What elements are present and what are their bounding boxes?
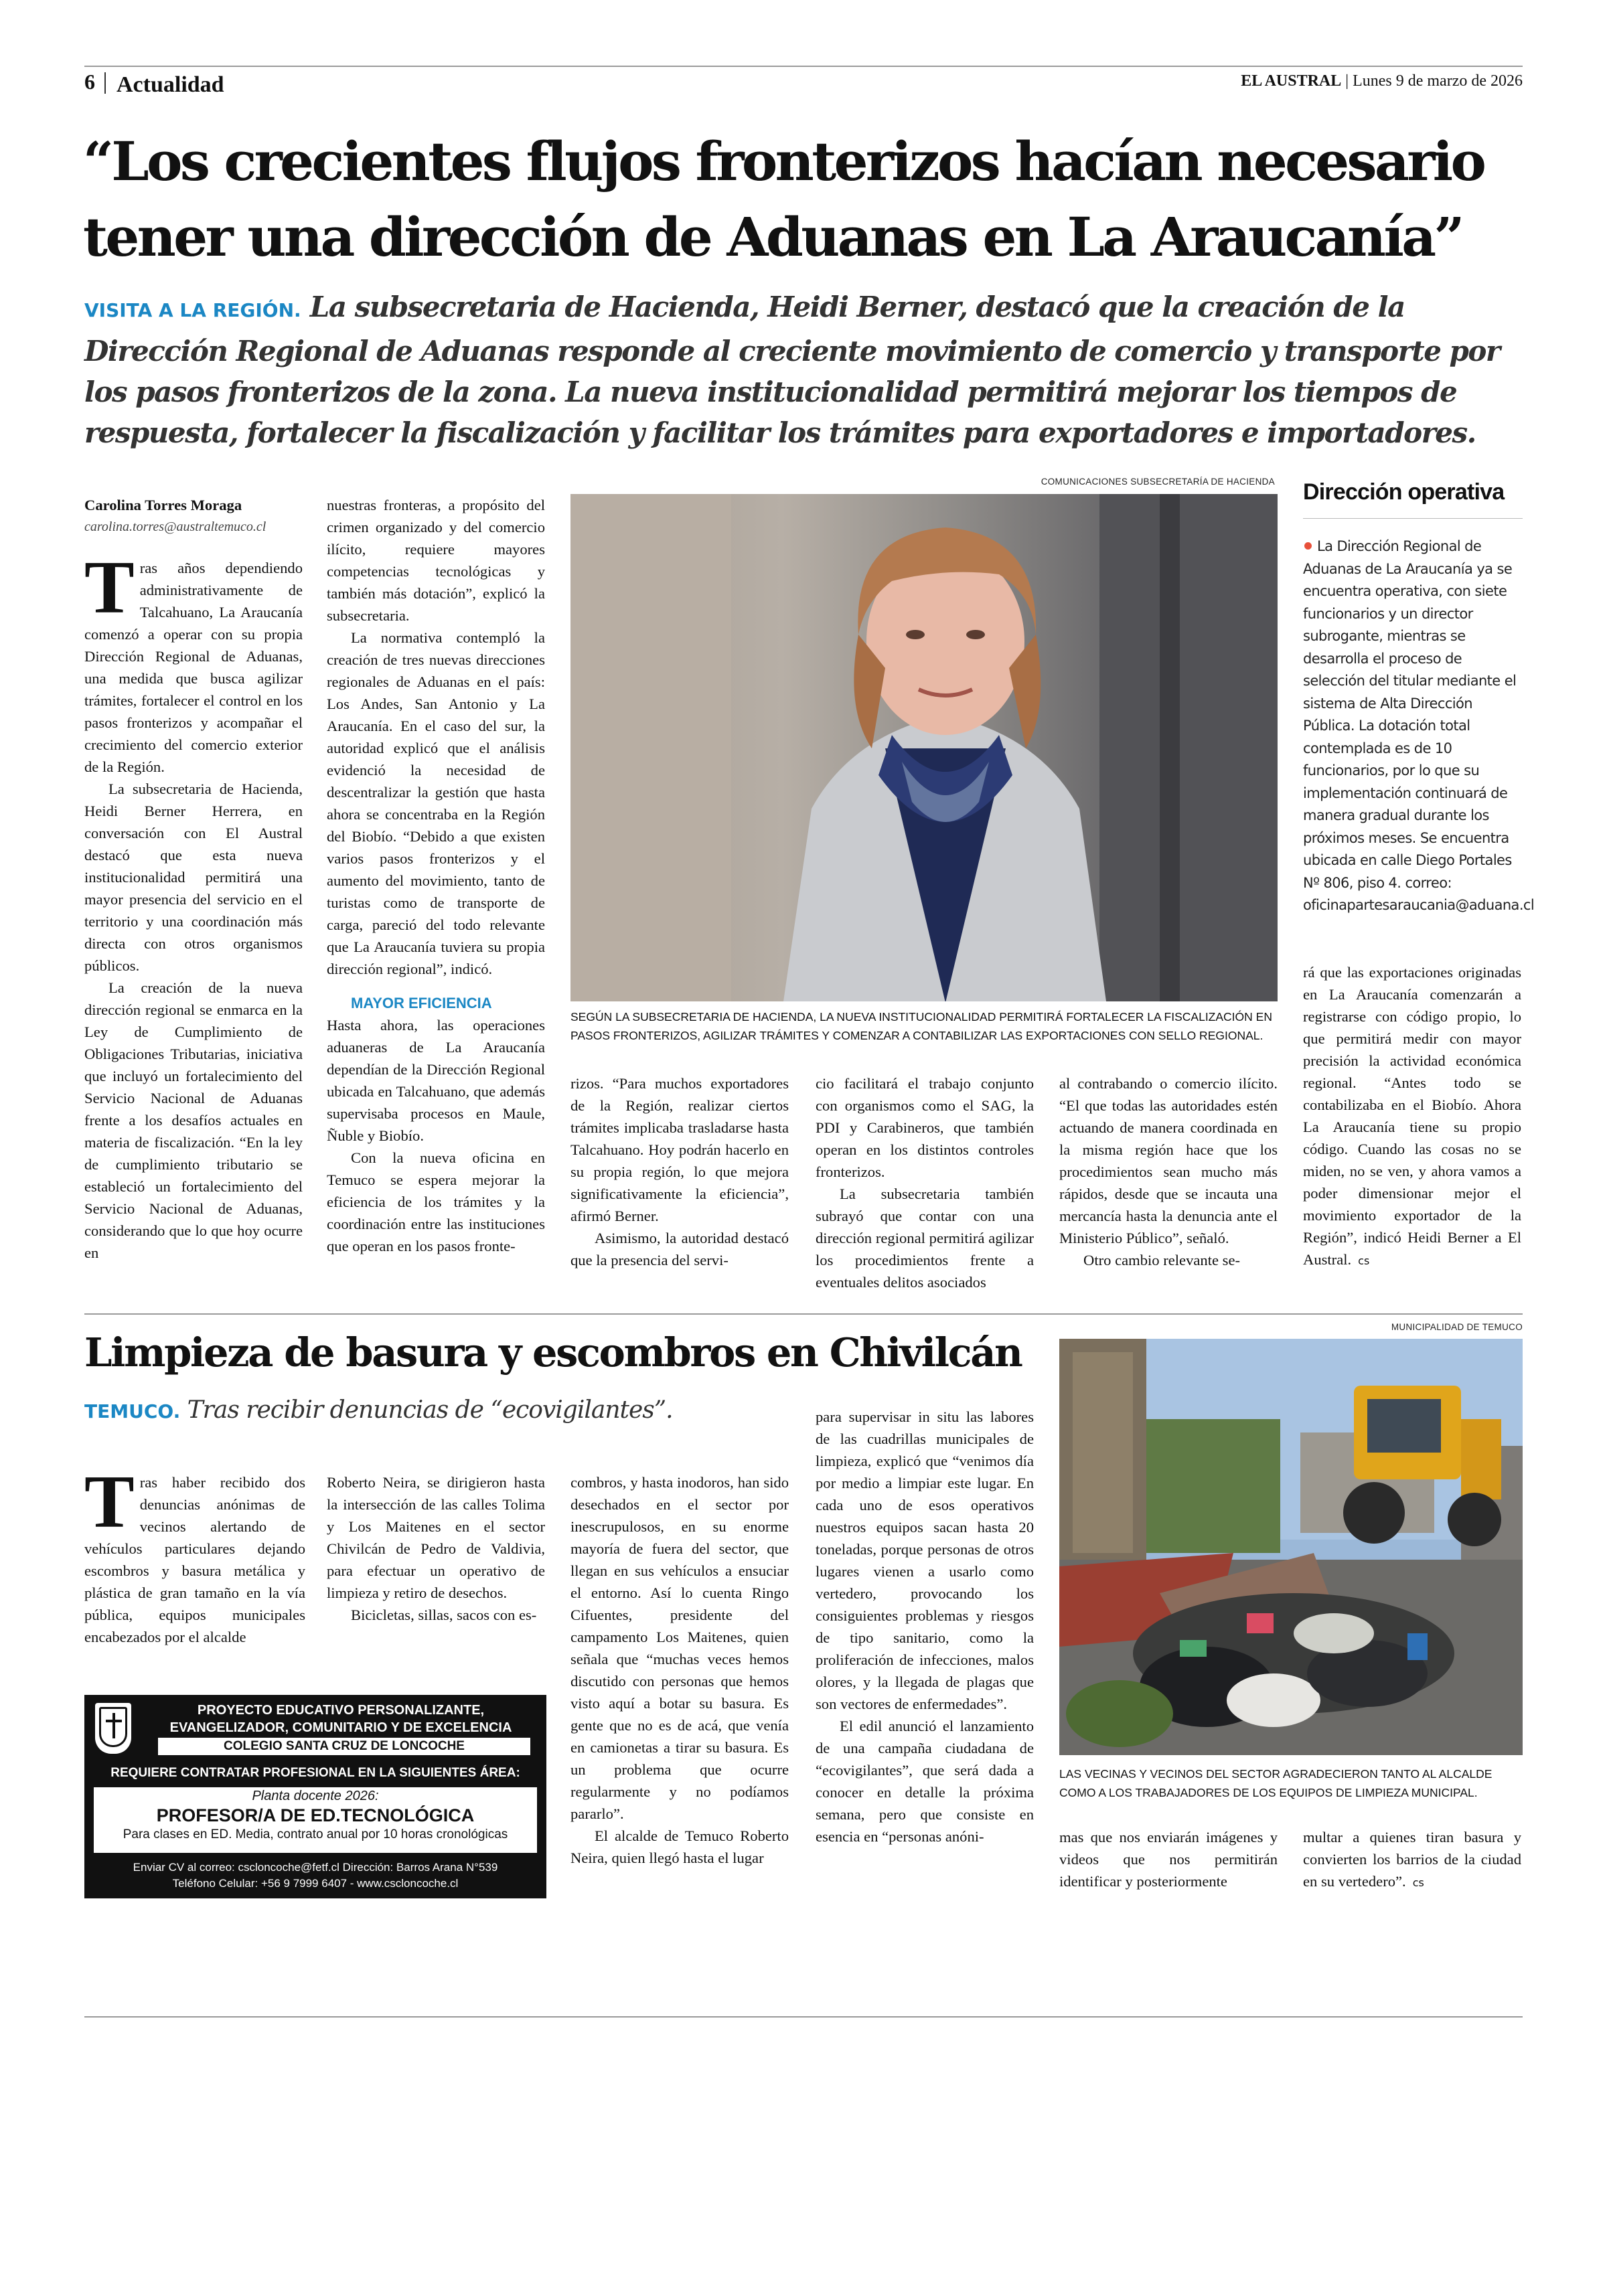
headline-line-2: tener una dirección de Aduanas en La Araucanía”	[83, 206, 1462, 268]
article2-column-3	[570, 1471, 789, 1869]
article1-paragraph: La subsecretaria también subrayó que contar con una dirección regional permitirá agilizar los procedimientos frente a eventuales delitos asociados	[816, 1185, 1034, 1291]
article1-column-5	[1059, 1072, 1278, 1271]
sidebar-bullet	[1304, 542, 1312, 550]
article1-column-6	[1303, 961, 1521, 1272]
article2-column-5	[1059, 1826, 1278, 1892]
ad-staff: Planta docente 2026:	[252, 1789, 379, 1803]
paper-name: EL AUSTRAL	[1241, 72, 1342, 90]
ad-details: Para clases en ED. Media, contrato anual por 10 horas cronológicas	[123, 1827, 508, 1841]
article2-column-4	[816, 1406, 1034, 1848]
page-number-divider	[104, 72, 106, 94]
drop-cap: T	[84, 1461, 135, 1544]
article2-column-1	[84, 1461, 305, 1648]
publication-date: Lunes 9 de marzo de 2026	[1353, 72, 1523, 90]
ad-position: PROFESOR/A DE ED.TECNOLÓGICA	[156, 1805, 475, 1825]
article1-column-2	[327, 494, 545, 1257]
page-number: 6	[84, 70, 95, 94]
section-divider	[84, 1313, 1523, 1315]
article2-column-6	[1303, 1826, 1521, 1894]
article2-headline: Limpieza de basura y escombros en Chivilcán	[84, 1329, 1022, 1376]
deck-line-4: respuesta, fortalecer la fiscalización y facilitar los trámites para exportadores e importadores.	[84, 416, 1476, 449]
article2-deck-text: Tras recibir denuncias de “ecovigilantes”.	[187, 1396, 673, 1424]
ad-line-2: EVANGELIZADOR, COMUNITARIO Y DE EXCELENCIA	[169, 1720, 512, 1735]
ad-phone-line: Teléfono Celular: +56 9 7999 6407 - www.cscloncoche.cl	[172, 1877, 459, 1890]
article1-paragraph: La normativa contempló la creación de tres nuevas direcciones regionales de Aduanas en el país: Los Andes, San Antonio y La Araucanía. En el caso del sur, la autoridad explicó que el análisis evidenció la necesidad de descentralizar la gestión que hasta ahora se concentraba en la Región del Biobío. “Debido a que existen varios pasos fronterizos y el aumento del movimiento, tanto de turistas como de transporte de carga, pareció del todo relevante que La Araucanía tuviera su propia dirección regional”, indicó.	[327, 629, 545, 977]
photo2-credit: MUNICIPALIDAD DE TEMUCO	[1391, 1322, 1523, 1332]
article1-headline	[83, 124, 1536, 275]
job-advertisement	[84, 1695, 546, 1898]
article1-paragraph: Con la nueva oficina en Temuco se espera mejorar la eficiencia de los trámites y la coordinación entre las instituciones que operan en los pasos fronte-	[327, 1149, 545, 1254]
photo1-credit: COMUNICACIONES SUBSECRETARÍA DE HACIENDA	[1041, 477, 1275, 487]
article2-paragraph: multar a quienes tiran basura y convierten los barrios de la ciudad en su vertedero”. cs	[1303, 1829, 1521, 1890]
photo2-caption: LAS VECINAS Y VECINOS DEL SECTOR AGRADECIERON TANTO AL ALCALDE COMO A LOS TRABAJADORES DE LOS EQUIPOS DE LIMPIEZA MUNICIPAL.	[1059, 1767, 1493, 1799]
deck-line-1: La subsecretaria de Hacienda, Heidi Berner, destacó que la creación de la	[309, 291, 1405, 323]
article2-paragraph: Tras haber recibido dos denuncias anónimas de vecinos alertando de vehículos particulares dejando escombros y basura metálica y plástica de gran tamaño en la vía pública, equipos municipales encabezados por el alcalde	[84, 1461, 305, 1645]
ad-position-box	[94, 1787, 537, 1853]
bottom-rule	[84, 2016, 1523, 2018]
article1-paragraph: rizos. “Para muchos exportadores de la Región, realizar ciertos trámites implicaba trasladarse hasta Talcahuano. Hoy podrán hacerlo en su propia región, lo que mejora significativamente la eficiencia”, afirmó Berner.	[570, 1075, 789, 1224]
article1-paragraph: Hasta ahora, las operaciones aduaneras de La Araucanía dependían de la Dirección Regional ubicada en Talcahuano, que además supervisaba procesos en Maule, Ñuble y Biobío.	[327, 1017, 545, 1144]
article2-deck	[84, 1396, 673, 1424]
subhead-mayor-eficiencia: MAYOR EFICIENCIA	[351, 995, 492, 1011]
school-crest-icon	[95, 1703, 131, 1754]
drop-cap: T	[84, 546, 135, 629]
section-label: Actualidad	[117, 72, 224, 97]
ad-school-name: COLEGIO SANTA CRUZ DE LONCOCHE	[158, 1738, 530, 1755]
article1-column-3	[570, 1072, 789, 1271]
portrait-illustration	[570, 494, 1278, 1001]
article1-deck	[84, 286, 1531, 453]
sidebar-text: La Dirección Regional de Aduanas de La Araucanía ya se encuentra operativa, con siete funcionarios y un director subrogante, mientras se desarrolla el proceso de selección del titular mediante el sistema de Alta Dirección Pública. La dotación total contemplada es de 10 funcionarios, por lo que su implementación continuará de manera gradual durante los próximos meses. Se encuentra ubicada en calle Diego Portales Nº 806, piso 4. correo: oficinapartesaraucania@aduana.cl	[1303, 538, 1535, 913]
masthead-divider: |	[1345, 72, 1353, 90]
article1-paragraph: Asimismo, la autoridad destacó que la presencia del servi-	[570, 1230, 789, 1268]
ad-contact	[84, 1860, 546, 1892]
byline-email: carolina.torres@australtemuco.cl	[84, 519, 266, 534]
article2-paragraph: mas que nos enviarán imágenes y videos que nos permitirán identificar y posteriormente	[1059, 1829, 1278, 1890]
article2-kicker: TEMUCO.	[84, 1400, 181, 1422]
deck-line-2: Dirección Regional de Aduanas responde al creciente movimiento de comercio y transporte por	[84, 335, 1500, 367]
end-mark: cs	[1412, 1876, 1424, 1889]
end-mark: cs	[1358, 1254, 1370, 1267]
article1-paragraph: rá que las exportaciones originadas en La Araucanía comenzarán a registrarse con código propio, lo que permitirá medir con mayor precisión la actividad económica regional. “Antes todo se contabilizaba en el Biobío. Ahora La Araucanía tiene su propio código. Cuando las cosas no se miden, no se ven, y ahora vamos a poder dimensionar mejor el movimiento exportador de la Región”, indicó Heidi Berner a El Austral. cs	[1303, 964, 1521, 1268]
article1-paragraph: cio facilitará el trabajo conjunto con organismos como el SAG, la PDI y Carabineros, que también operan en los distintos controles fronterizos.	[816, 1075, 1034, 1180]
article1-paragraph: nuestras fronteras, a propósito del crimen organizado y del comercio ilícito, requiere mayores competencias tecnológicas y también más dotación”, explicó la subsecretaria.	[327, 497, 545, 624]
article1-kicker: VISITA A LA REGIÓN.	[84, 299, 301, 321]
article1-paragraph: La subsecretaria de Hacienda, Heidi Berner Herrera, en conversación con El Austral destacó que esta nueva institucionalidad permitirá una mayor presencia del servicio en el territorio y una coordinación más directa con otros organismos públicos.	[84, 781, 303, 974]
article2-paragraph: combros, y hasta inodoros, han sido desechados en el sector por inescrupulosos, en su enorme mayoría de fuera del sector, que llegan en sus vehículos a ensuciar el entorno. Así lo cuenta Ringo Cifuentes, presidente del campamento Los Maitenes, quien señala que “muchas veces hemos discutido con personas que hemos visto aquí a botar su basura. Es gente que no es de acá, que venía en camionetas a tirar su basura. Es un problema que ocurre regularmente y no podíamos pararlo”.	[570, 1474, 789, 1822]
article1-paragraph: Otro cambio relevante se-	[1083, 1252, 1240, 1268]
top-rule	[84, 66, 1523, 67]
article2-column-2	[327, 1471, 545, 1626]
ad-requires: REQUIERE CONTRATAR PROFESIONAL EN LA SIGUIENTES ÁREA:	[110, 1766, 520, 1780]
photo1-caption: SEGÚN LA SUBSECRETARIA DE HACIENDA, LA NUEVA INSTITUCIONALIDAD PERMITIRÁ FORTALECER LA FISCALIZACIÓN EN PASOS FRONTERIZOS, AGILIZAR TRÁMITES Y COMENZAR A CONTABILIZAR LAS EXPORTACIONES CON SELLO REGIONAL.	[570, 1010, 1272, 1042]
article1-column-4	[816, 1072, 1034, 1293]
article1-paragraph: Tras años dependiendo administrativamente de Talcahuano, La Araucanía comenzó a operar con su propia Dirección Regional de Aduanas, una medida que busca agilizar trámites, fortalecer el control en los pasos fronterizos y acompañar el crecimiento del comercio exterior de la Región.	[84, 546, 303, 775]
article1-paragraph: al contrabando o comercio ilícito. “El que todas las autoridades estén actuando de manera coordinada en la misma región hace que los procedimientos sean mucho más rápidos, desde que se incauta una mercancía hasta la denuncia ante el Ministerio Público”, señaló.	[1059, 1075, 1278, 1246]
article2-paragraph: Roberto Neira, se dirigieron hasta la intersección de las calles Tolima y Los Maitenes en el sector Chivilcán de Pedro de Valdivia, para efectuar un operativo de limpieza y retiro de desechos.	[327, 1474, 545, 1601]
photo-heidi-berner	[570, 494, 1278, 1001]
headline-line-1: “Los crecientes flujos fronterizos hacían necesario	[83, 130, 1484, 193]
ad-header	[145, 1702, 537, 1736]
ad-line-1: PROYECTO EDUCATIVO PERSONALIZANTE,	[197, 1703, 485, 1718]
article1-paragraph: La creación de la nueva dirección regional se enmarca en la Ley de Cumplimiento de Obligaciones Tributarias, iniciativa que incluyó un fortalecimiento del Servicio Nacional de Aduanas frente a los desafíos actuales en materia de fiscalización. “En la ley de cumplimiento tributario se estableció un fortalecimiento del Servicio Nacional de Aduanas, considerando que lo que hoy ocurre en	[84, 979, 303, 1261]
deck-line-3: los pasos fronterizos de la zona. La nueva institucionalidad permitirá mejorar los tiempos de	[84, 376, 1457, 408]
article2-paragraph: El alcalde de Temuco Roberto Neira, quien llegó hasta el lugar	[570, 1827, 789, 1866]
masthead-info	[1241, 72, 1523, 90]
ad-contact-line: Enviar CV al correo: csclonc​oche@fetf.cl Dirección: Barros Arana N°539	[133, 1861, 498, 1874]
sidebar-rule	[1303, 518, 1523, 519]
cleanup-illustration	[1059, 1339, 1523, 1755]
article1-column-1	[84, 494, 303, 1264]
photo-cleanup-site	[1059, 1339, 1523, 1755]
sidebar-title: Dirección operativa	[1303, 479, 1505, 505]
article2-paragraph: Bicicletas, sillas, sacos con es-	[351, 1607, 537, 1623]
article2-paragraph: para supervisar in situ las labores de las cuadrillas municipales de limpieza, explicó que “venimos día por medio a limpiar este lugar. En cada uno de esos operativos nuestros equipos sacan hasta 20 toneladas, porque personas de otros lugares vienen a usarlo como vertedero, provocando los consiguientes problemas y riesgos de tipo sanitario, como la proliferación de infecciones, malos olores, y la llegada de plagas que son vectores de enfermedades”.	[816, 1408, 1034, 1712]
byline-author: Carolina Torres Moraga	[84, 497, 242, 513]
article2-paragraph: El edil anunció el lanzamiento de una campaña ciudadana de “ecovigilantes”, que será dada a conocer en detalle la próxima semana, pero que consiste en esencia en “personas anóni-	[816, 1718, 1034, 1845]
